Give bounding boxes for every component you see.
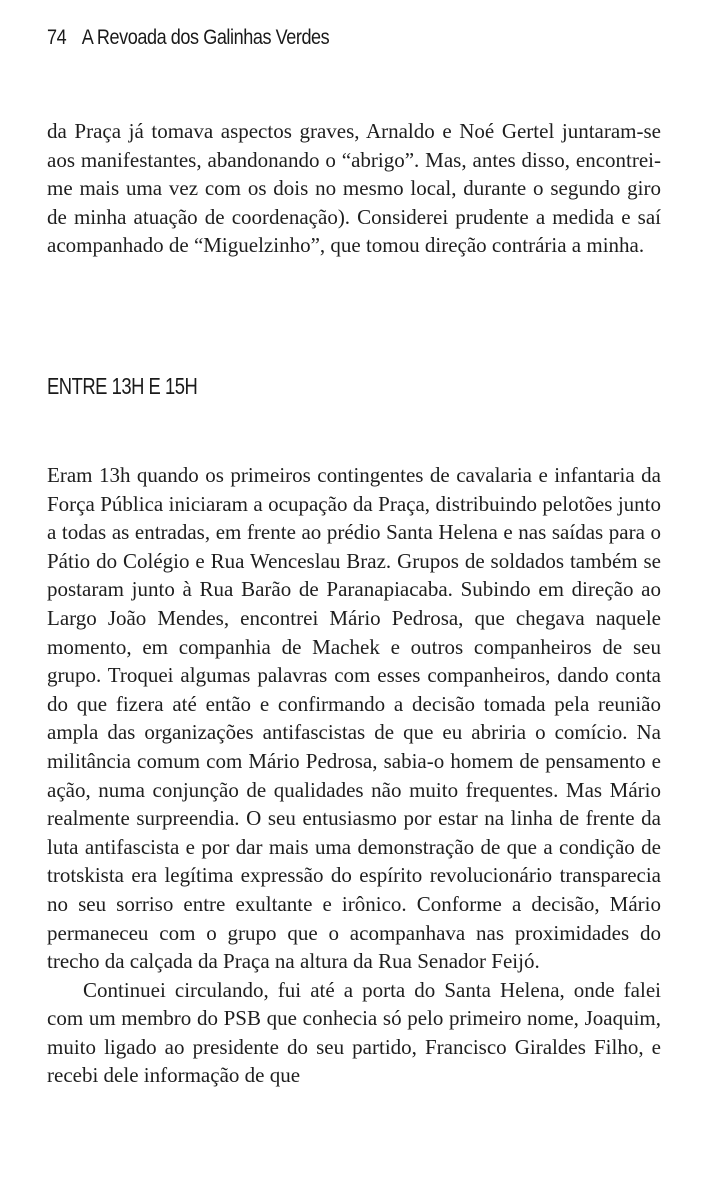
paragraph: da Praça já tomava aspectos graves, Arnaldo e Noé Gertel juntaram-se aos manifestantes, abandonando o “abrigo”. Mas, antes disso, encontrei-me mais uma vez com os dois no mesmo local, durante o segundo giro de minha atuação de coordenação). Considerei prudente a medida e saí acompanhado de “Miguelzinho”, que tomou direção contrária a minha. <box>47 119 661 258</box>
text-block-section <box>47 461 661 1090</box>
running-header <box>47 26 329 50</box>
section-heading: ENTRE 13H E 15H <box>47 373 198 399</box>
book-title: A Revoada dos Galinhas Verdes <box>81 26 330 49</box>
page-number: 74 <box>47 26 67 49</box>
paragraph: Continuei circulando, fui até a porta do Santa Helena, onde falei com um membro do PSB que conhecia só pelo primeiro nome, Joaquim, muito ligado ao presidente do seu partido, Francisco Giraldes Filho, e recebi dele informação de que <box>47 977 661 1088</box>
text-block-opening <box>47 117 661 260</box>
paragraph: Eram 13h quando os primeiros contingentes de cavalaria e infantaria da Força Pública iniciaram a ocupação da Praça, distribuindo pelotões junto a todas as entradas, em frente ao prédio Santa Helena e nas saídas para o Pátio do Colégio e Rua Wenceslau Braz. Grupos de soldados também se postaram junto à Rua Barão de Paranapiacaba. Subindo em direção ao Largo João Mendes, encontrei Mário Pedrosa, que chegava naquele momento, em companhia de Machek e outros companheiros de seu grupo. Troquei algumas palavras com esses companheiros, dando conta do que fizera até então e confirmando a decisão tomada pela reunião ampla das organizações antifascistas de que eu abriria o comício. Na militância comum com Mário Pedrosa, sabia-o homem de pensamento e ação, numa conjunção de qualidades não muito frequentes. Mas Mário realmente surpreendia. O seu entusiasmo por estar na linha de frente da luta antifascista e por dar mais uma demonstração de que a condição de trotskista era legítima expressão do espírito revolucionário transparecia no seu sorriso entre exultante e irônico. Conforme a decisão, Mário permaneceu com o grupo que o acompanhava nas proximidades do trecho da calçada da Praça na altura da Rua Senador Feijó. <box>47 463 661 974</box>
